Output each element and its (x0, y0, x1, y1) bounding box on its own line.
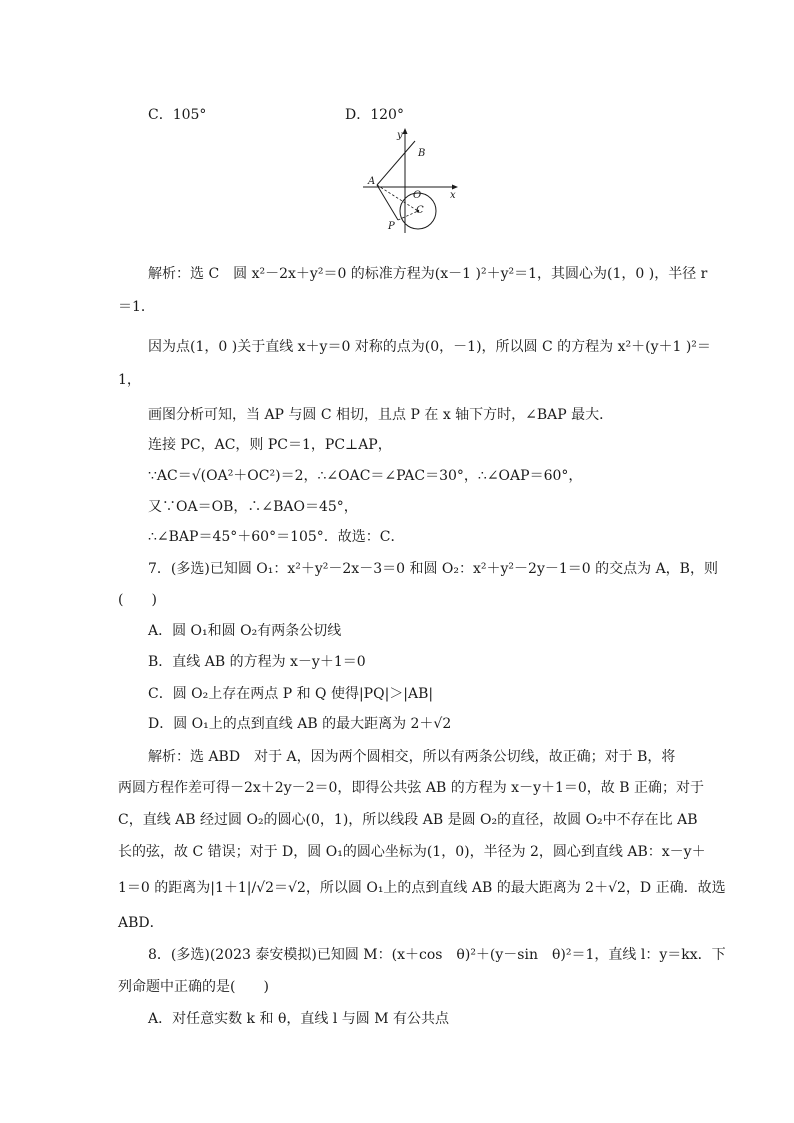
label-x: x (450, 190, 456, 201)
option-c-top: C．105° (148, 107, 207, 123)
text-line: 画图分析可知，当 AP 与圆 C 相切，且点 P 在 x 轴下方时，∠BAP 最大． (148, 407, 614, 423)
option-c: C．圆 O₂上存在两点 P 和 Q 使得|PQ|＞|AB| (148, 686, 434, 702)
text-line: 又∵OA＝OB，∴∠BAO＝45°， (148, 499, 358, 515)
label-p: P (388, 221, 395, 232)
text-line: 两圆方程作差可得－2x＋2y－2＝0，即得公共弦 AB 的方程为 x－y＋1＝0，故 B 正确；对于 (118, 780, 704, 796)
text-line: 1， (118, 372, 141, 388)
segment-ab (377, 141, 415, 185)
segment-ap (377, 185, 398, 220)
question-8: 8．(多选)(2023 泰安模拟)已知圆 M：(x＋cos θ)²＋(y－sin θ)²＝1，直线 l：y＝kx．下 (148, 947, 726, 963)
question-7: 7．(多选)已知圆 O₁：x²＋y²－2x－3＝0 和圆 O₂：x²＋y²－2y－1＝0 的交点为 A，B，则 (148, 561, 718, 577)
text-line: 列命题中正确的是( ) (118, 979, 269, 995)
option-d: D．圆 O₁上的点到直线 AB 的最大距离为 2＋√2 (148, 716, 452, 732)
label-b: B (418, 148, 426, 159)
text-line: ＝1． (118, 299, 155, 315)
option-b: B．直线 AB 的方程为 x－y＋1＝0 (148, 654, 366, 670)
label-a: A (368, 176, 376, 187)
label-y: y (397, 130, 403, 141)
text-line: 解析：选 C 圆 x²－2x＋y²＝0 的标准方程为(x－1 )²＋y²＝1，其圆心为(1，0 )，半径 r (148, 266, 708, 282)
text-line: 连接 PC，AC，则 PC＝1，PC⊥AP， (148, 437, 392, 453)
option-a: A．圆 O₁和圆 O₂有两条公切线 (148, 623, 342, 639)
label-o: O (413, 190, 422, 201)
option-d-top: D．120° (345, 107, 404, 123)
geometry-figure (355, 128, 465, 236)
text-line: 因为点(1，0 )关于直线 x＋y＝0 对称的点为(0，－1)，所以圆 C 的方程为 x²＋(y＋1 )²＝ (148, 339, 711, 355)
text-line: C，直线 AB 经过圆 O₂的圆心(0，1)，所以线段 AB 是圆 O₂的直径，故圆 O₂中不存在比 AB (118, 812, 698, 828)
segment-ac (377, 185, 418, 211)
option-a-q8: A．对任意实数 k 和 θ，直线 l 与圆 M 有公共点 (148, 1011, 449, 1027)
text-line: 解析：选 ABD 对于 A，因为两个圆相交，所以有两条公切线，故正确；对于 B，将 (148, 749, 676, 765)
label-c: C (416, 205, 424, 216)
text-line: 长的弦，故 C 错误；对于 D，圆 O₁的圆心坐标为(1，0)，半径为 2，圆心到直线 AB：x－y＋ (118, 844, 706, 860)
text-line: 1＝0 的距离为|1＋1|/√2＝√2，所以圆 O₁上的点到直线 AB 的最大距离为 2＋√2，D 正确．故选 (118, 880, 726, 896)
text-line: ∵AC＝√(OA²＋OC²)＝2，∴∠OAC＝∠PAC＝30°，∴∠OAP＝60°， (148, 468, 583, 484)
text-line: ∴∠BAP＝45°＋60°＝105°．故选：C． (148, 529, 405, 545)
text-line: ABD． (118, 915, 164, 931)
answer-blank: ( ) (118, 592, 157, 608)
